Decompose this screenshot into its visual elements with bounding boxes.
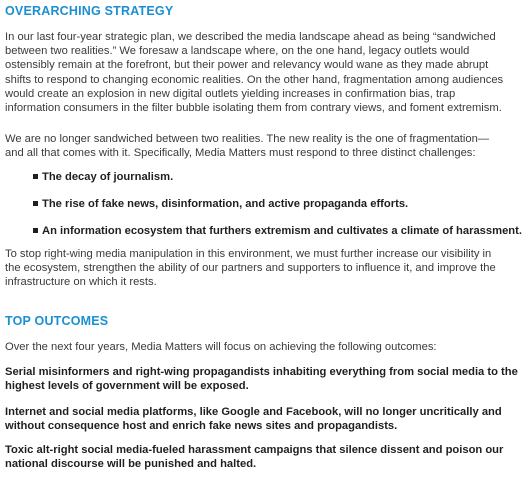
paragraph-line: To stop right-wing media manipulation in this environment, we must further increase our visibility in [5, 248, 492, 260]
paragraph-line: would create an explosion in new digital outlets yielding increases in confirmation bias, trap [5, 87, 456, 100]
challenge-text: The decay of journalism. [42, 171, 174, 183]
document-page [5, 0, 527, 480]
challenges-list [5, 170, 527, 238]
paragraph-line: shifts to respond to changing economic realities. On the other hand, fragmentation among audiences [5, 73, 504, 86]
outcome-line: Internet and social media platforms, like Google and Facebook, will no longer uncritically and [5, 406, 502, 418]
outcomes-intro: Over the next four years, Media Matters will focus on achieving the following outcomes: [5, 341, 437, 353]
paragraph-line: the ecosystem, strengthen the ability of our partners and supporters to influence it, and improve the [5, 262, 496, 275]
strategy-second-paragraph [5, 132, 489, 160]
paragraph-line: information consumers in the filter bubble isolating them from contrary views, and foment extremism. [5, 102, 502, 115]
challenge-item [5, 170, 527, 184]
challenge-item [5, 224, 527, 238]
strategy-closing-paragraph [5, 247, 496, 290]
outcome-line: without consequence host and enrich fake news sites and propagandists. [5, 420, 398, 433]
outcome-item [5, 443, 503, 471]
outcome-item [5, 405, 502, 433]
challenge-text: The rise of fake news, disinformation, and active propaganda efforts. [42, 198, 409, 210]
challenge-text: An information ecosystem that furthers extremism and cultivates a climate of harassment. [42, 225, 522, 237]
paragraph-line: between two realities.” We foresaw a landscape where, on the one hand, legacy outlets would [5, 45, 470, 58]
outcome-line: Toxic alt-right social media-fueled harassment campaigns that silence dissent and poison our [5, 444, 504, 456]
paragraph-line: ostensibly remain at the forefront, but their power and relevancy would wane as they made abrupt [5, 59, 489, 72]
section-heading-outcomes: TOP OUTCOMES [5, 314, 109, 328]
bullet-square-icon [33, 228, 38, 233]
outcome-line: highest levels of government will be exposed. [5, 380, 249, 393]
outcome-item [5, 365, 518, 393]
paragraph-line: infrastructure on which it rests. [5, 276, 157, 289]
paragraph-line: and all that comes with it. Specifically, Media Matters must respond to three distinct challenges: [5, 147, 476, 160]
bullet-square-icon [33, 174, 38, 179]
bullet-square-icon [33, 201, 38, 206]
strategy-intro-paragraph [5, 30, 503, 115]
outcome-line: Serial misinformers and right-wing propagandists inhabiting everything from social media to the [5, 366, 518, 378]
challenge-item [5, 197, 527, 211]
paragraph-line: In our last four-year strategic plan, we described the media landscape ahead as being “sandwiched [5, 31, 496, 43]
outcome-line: national discourse will be punished and halted. [5, 458, 257, 471]
section-heading-strategy: OVERARCHING STRATEGY [5, 4, 174, 18]
paragraph-line: We are no longer sandwiched between two realities. The new reality is the one of fragmentation— [5, 133, 490, 145]
